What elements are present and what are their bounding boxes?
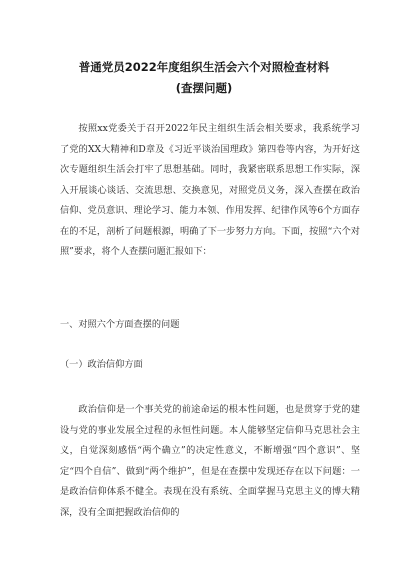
section-heading: 一、对照六个方面查摆的问题 (60, 319, 180, 330)
intro-paragraph: 按照xx党委关于召开2022年民主组织生活会相关要求，我系统学习了党的XX大精神和D章及《习近平谈治国理政》第四卷等内容，为开好这次专题组织生活会打牢了思想基础。同时，我紧密联系思想工作实际，深入开展谈心谈话、交流思想、交换意见，对照党员义务，深入查摆在政治信仰、党员意识、理论学习、能力本领、作用发挥、纪律作风等6个方面存在的不足，剖析了问题根源，明确了下一步努力方向。下面，按照“六个对照”要求，将个人查摆问题汇报如下： (60, 123, 360, 257)
document-subtitle: (查摆问题) (175, 81, 233, 95)
body-paragraph: 政治信仰是一个事关党的前途命运的根本性问题，也是贯穿于党的建设与党的事业发展全过程的永恒性问题。本人能够坚定信仰马克思社会主义，自觉深刻感悟“两个确立”的决定性意义，不断增强“四个意识”、坚定“四个自信”、做到“两个维护”，但是在查摆中发现还存在以下问题：一是政治信仰体系不健全。表现在没有系统、全面掌握马克思主义的博大精深，没有全面把握政治信仰的 (60, 404, 360, 518)
subsection-heading: （一）政治信仰方面 (60, 359, 143, 370)
document-title: 普通党员2022年度组织生活会六个对照检查材料 (78, 60, 330, 74)
